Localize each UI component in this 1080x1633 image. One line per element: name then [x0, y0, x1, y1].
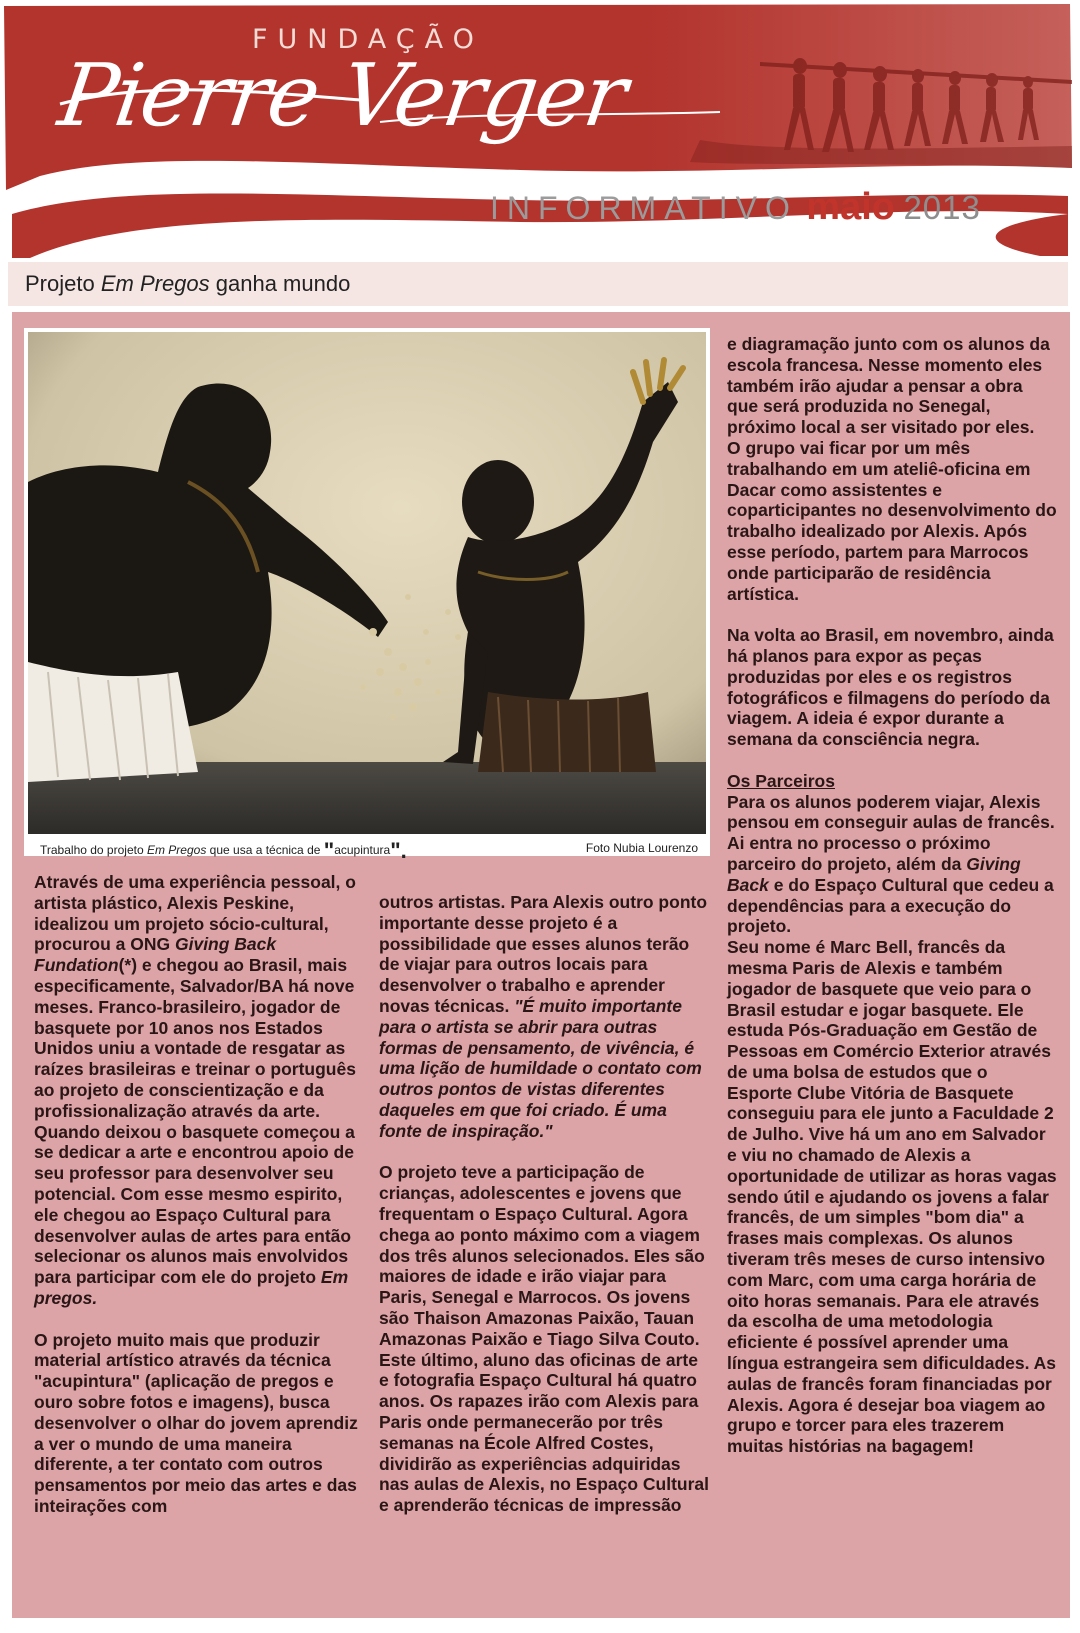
text-column-3: [727, 334, 1057, 1457]
artwork-photo: [28, 332, 706, 834]
edition-month: maio: [806, 186, 895, 228]
paragraph: outros artistas. Para Alexis outro ponto importante desse projeto é a possibilidade que esses alunos terão de viajar para outros locais para desenvolver o trabalho e aprender novas técnicas. "É muito importante para o artista se abrir para outras formas de pensamento, de vivência, é uma lição de humildade o contato com outros pontos de vistas diferentes daqueles em que foi criado. É uma fonte de inspiração.": [379, 892, 708, 1141]
photo-caption: Trabalho do projeto Em Pregos que usa a técnica de "acupintura".: [40, 838, 407, 863]
paragraph: e diagramação junto com os alunos da escola francesa. Nesse momento eles também irão ajudar a pensar a obra que será produzida no Senegal, próximo local a ser visitado por eles.: [727, 334, 1050, 438]
logo-pierre-verger: Pierre Verger: [52, 46, 632, 146]
paragraph: O projeto teve a participação de crianças, adolescentes e jovens que frequentam o Espaço Cultural. Agora chega ao ponto máximo com a viagem dos três alunos selecionados. Eles são maiores de idade e irão viajar para Paris, Senegal e Marrocos. Os jovens são Thaison Amazonas Paixão, Tauan Amazonas Paixão e Tiago Silva Couto. Este último, aluno das oficinas de arte e fotografia Espaço Cultural há quatro anos. Os rapazes irão com Alexis para Paris onde permanecerão por três semanas na École Alfred Costes, dividirão as experiências adquiridas nas aulas de Alexis, no Espaço Cultural e aprenderão técnicas de impressão: [379, 1162, 710, 1516]
paragraph: O grupo vai ficar por um mês trabalhando em um ateliê-oficina em Dacar como assistentes e coparticipantes no desenvolvimento do trabalho idealizado por Alexis. Após esse período, partem para Marrocos onde participarão de residência artística.: [727, 437, 1057, 604]
paragraph: Para os alunos poderem viajar, Alexis pensou em conseguir aulas de francês. Ai entra no processo o próximo parceiro do projeto, além da Giving Back e do Espaço Cultural que cedeu a dependências para a execução do projeto.: [727, 791, 1055, 937]
paragraph: O projeto muito mais que produzir material artístico através da técnica "acupintura" (aplicação de pregos e ouro sobre fotos e imagens), busca desenvolver o olhar do jovem aprendiz a ver o mundo de uma maneira diferente, a ter contato com outros pensamentos por meio das artes e das inteirações com: [34, 1329, 358, 1516]
paragraph: Seu nome é Marc Bell, francês da mesma Paris de Alexis e também jogador de basquete que veio para o Brasil estudar e jogar basquete. Ele estuda Pós-Graduação em Gestão de Pessoas em Comércio Exterior através de uma bolsa de estudos que o Esporte Clube Vitória de Basquete conseguiu para ele junto a Faculdade 2 de Julho. Vive há um ano em Salvador e viu no chamado de Alexis a oportunidade de utilizar as horas vagas sendo útil e ajudando os jovens a falar francês, de um simples "bom dia" a frases mais complexas. Os alunos tiveram três meses de curso intensivo com Marc, com uma carga horária de oito horas semanais. Para ele através da escolha de uma metodologia eficiente é possível aprender uma língua estrangeira sem dificuldades. As aulas de francês foram financiadas por Alexis. Agora é desejar boa viagem ao grupo e torcer para eles trazerem muitas histórias na bagagem!: [727, 937, 1057, 1457]
paragraph: Na volta ao Brasil, em novembro, ainda há planos para expor as peças produzidas por eles e os registros fotográficos e filmagens do período da viagem. A ideia é expor durante a semana da consciência negra.: [727, 625, 1054, 750]
text-column-1: [34, 872, 364, 1517]
artwork-image-icon: [28, 332, 706, 834]
text-column-2: [379, 892, 709, 1516]
edition-label: INFORMATIVO: [490, 190, 798, 226]
org-label: FUNDAÇÃO: [252, 24, 484, 55]
title-band: [8, 262, 1068, 306]
masthead: [0, 0, 1080, 260]
edition-year: 2013: [903, 189, 981, 226]
section-heading-partners: Os Parceiros: [727, 770, 835, 791]
page-title: Projeto Em Pregos ganha mundo: [25, 271, 351, 296]
photo-frame: [24, 328, 710, 863]
paragraph: Através de uma experiência pessoal, o artista plástico, Alexis Peskine, idealizou um projeto sócio-cultural, procurou a ONG Giving Back Fundation(*) e chegou ao Brasil, mais especificamente, Salvador/BA há nove meses. Franco-brasileiro, jogador de basquete por 10 anos nos Estados Unidos uniu a vontade de resgatar as raízes brasileiras e treinar o português ao projeto de conscientização e da profissionalização através da arte. Quando deixou o basquete começou a se dedicar a arte e encontrou apoio de seu professor para desenvolver seu potencial. Com esse mesmo espirito, ele chegou ao Espaço Cultural para desenvolver aulas de artes para então selecionar os alunos mais envolvidos para participar com ele do projeto Em pregos.: [34, 872, 356, 1308]
photo-credit: Foto Nubia Lourenzo: [585, 841, 698, 855]
edition-line: [490, 186, 981, 229]
